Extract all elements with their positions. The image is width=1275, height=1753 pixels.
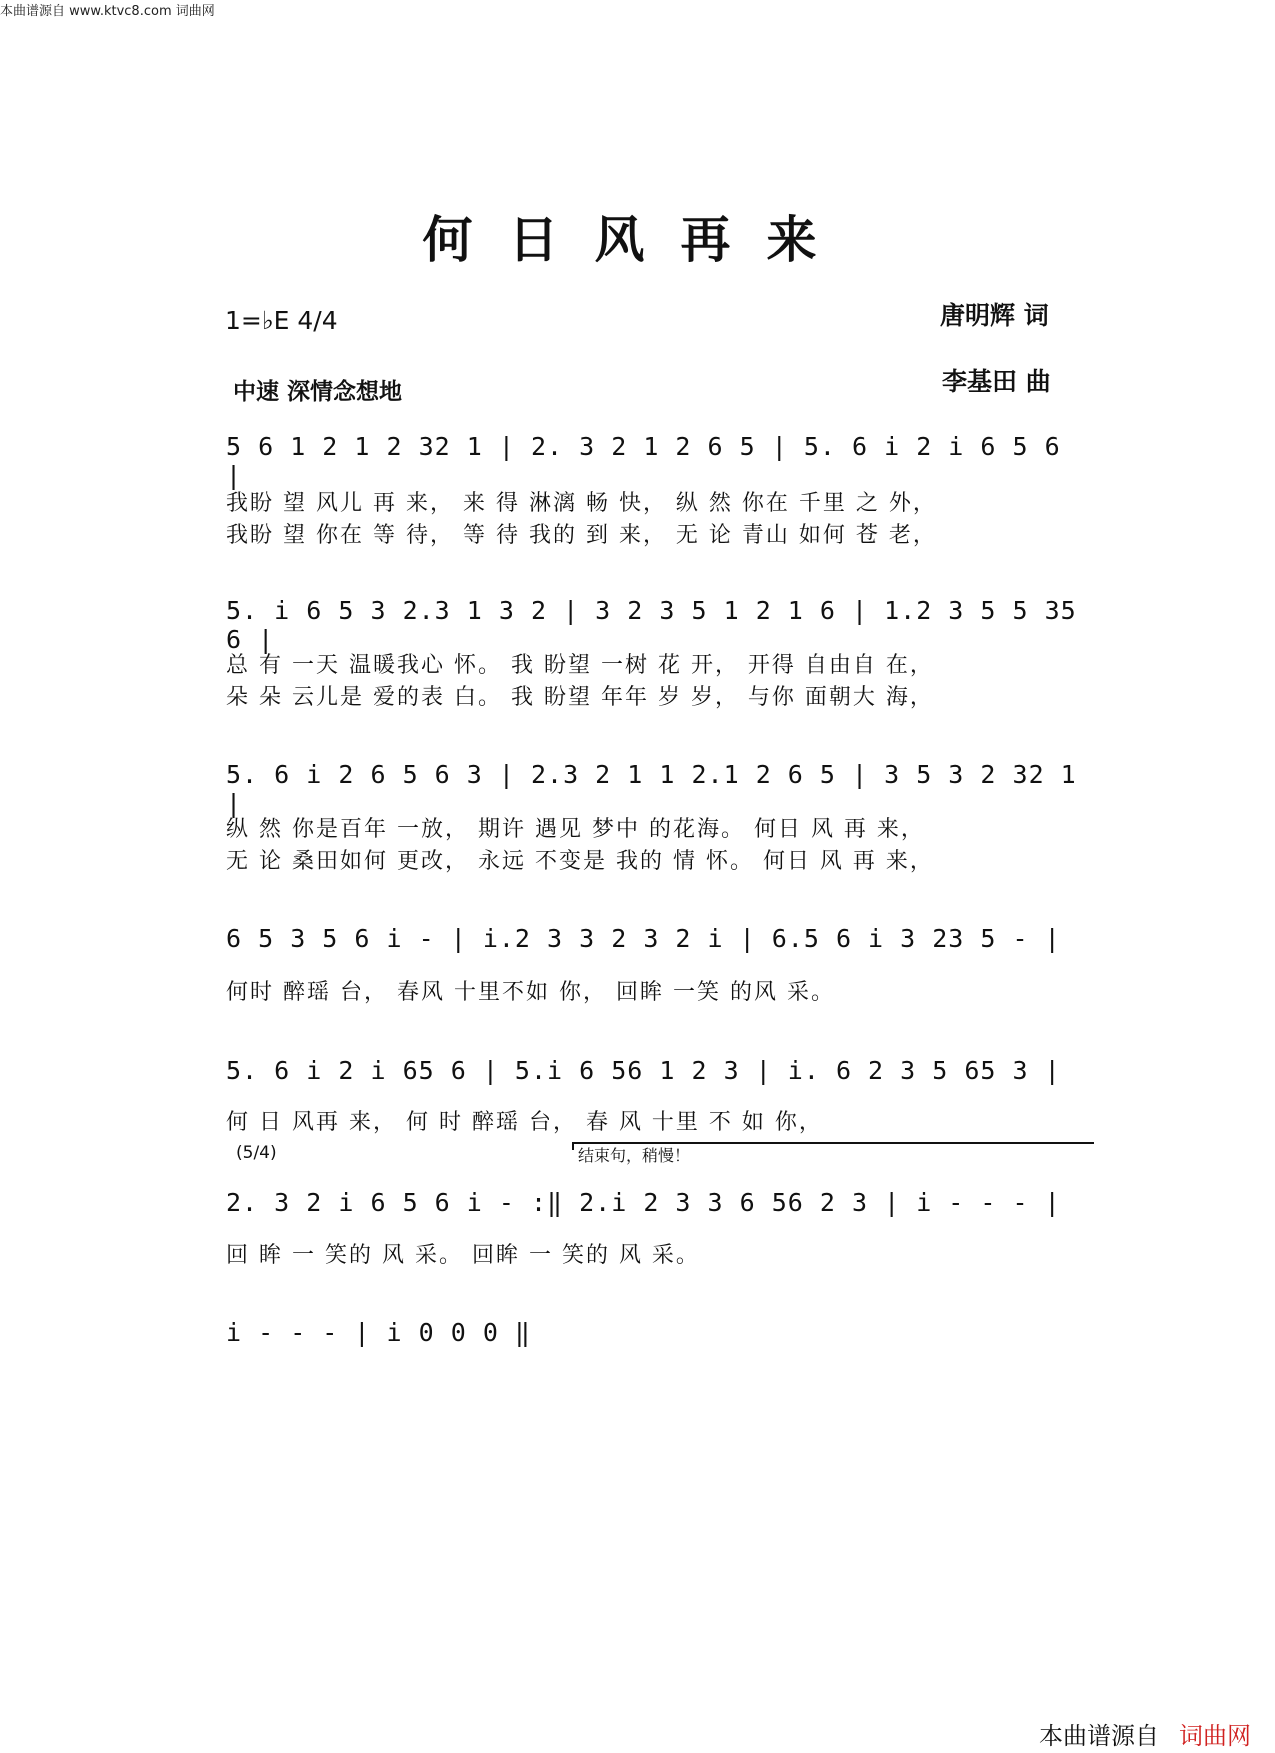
lyric-verse-2: 无 论 桑田如何 更改， 永远 不变是 我的 情 怀。 何日 风 再 来， <box>226 849 934 874</box>
footer-source <box>1039 1716 1251 1751</box>
song-title: 何日风再来 <box>422 210 853 269</box>
ending-instruction: 结束句，稍慢！ <box>578 1146 691 1165</box>
footer-text: 本曲谱源自 <box>1039 1722 1159 1750</box>
key-signature: 1=♭E 4/4 <box>225 306 338 335</box>
score-system-5 <box>226 1056 1086 1136</box>
lyric-verse-1: 我盼 望 风儿 再 来， 来 得 淋漓 畅 快， 纵 然 你在 千里 之 外， <box>226 491 937 516</box>
score-system-4 <box>226 924 1086 1004</box>
notation-line: 6 5 3 5 6 i - | i.2 3 3 2 3 2 i | 6.5 6 i 3 23 5 - | <box>226 924 1061 953</box>
source-header: 本曲谱源自 www.ktvc8.com 词曲网 <box>0 4 215 19</box>
score-system-6 <box>226 1188 1096 1268</box>
footer-site-name: 词曲网 <box>1179 1722 1251 1750</box>
score-system-3 <box>226 760 1086 880</box>
notation-line: 5 6 1 2 1 2 32 1 | 2. 3 2 1 2 6 5 | 5. 6 i 2 i 6 5 6 | <box>226 432 1061 490</box>
notation-line: 5. 6 i 2 i 65 6 | 5.i 6 56 1 2 3 | i. 6 2 3 5 65 3 | <box>226 1056 1061 1085</box>
score-system-2 <box>226 596 1086 716</box>
lyric-verse-1: 纵 然 你是百年 一放， 期许 遇见 梦中 的花海。 何日 风 再 来， <box>226 817 925 842</box>
notation-line: 5. i 6 5 3 2.3 1 3 2 | 3 2 3 5 1 2 1 6 | 1.2 3 5 5 35 6 | <box>226 596 1077 654</box>
score-system-7 <box>226 1318 1086 1358</box>
composer: 李基田 曲 <box>942 367 1051 396</box>
lyric-verse-1: 何 日 风再 来， 何 时 醉瑶 台， 春 风 十里 不 如 你， <box>226 1110 823 1135</box>
time-change-note: (5/4) <box>236 1143 277 1163</box>
notation-line: i - - - | i 0 0 0 ‖ <box>226 1318 531 1347</box>
lyric-verse-2: 朵 朵 云儿是 爱的表 白。 我 盼望 年年 岁 岁， 与你 面朝大 海， <box>226 685 934 710</box>
lyricist: 唐明辉 词 <box>940 301 1049 330</box>
tempo-marking: 中速 深情念想地 <box>233 379 403 405</box>
lyric-verse-2: 我盼 望 你在 等 待， 等 待 我的 到 来， 无 论 青山 如何 苍 老， <box>226 523 937 548</box>
score-system-1 <box>226 432 1086 552</box>
notation-line: 2. 3 2 i 6 5 6 i - :‖ 2.i 2 3 3 6 56 2 3 | i - - - | <box>226 1188 1061 1217</box>
lyric-verse-1: 回 眸 一 笑的 风 采。 回眸 一 笑的 风 采。 <box>226 1243 700 1268</box>
notation-line: 5. 6 i 2 6 5 6 3 | 2.3 2 1 1 2.1 2 6 5 | 3 5 3 2 32 1 | <box>226 760 1077 818</box>
lyric-verse-1: 何时 醉瑶 台， 春风 十里不如 你， 回眸 一笑 的风 采。 <box>226 980 835 1005</box>
lyric-verse-1: 总 有 一天 温暖我心 怀。 我 盼望 一树 花 开， 开得 自由自 在， <box>226 653 934 678</box>
